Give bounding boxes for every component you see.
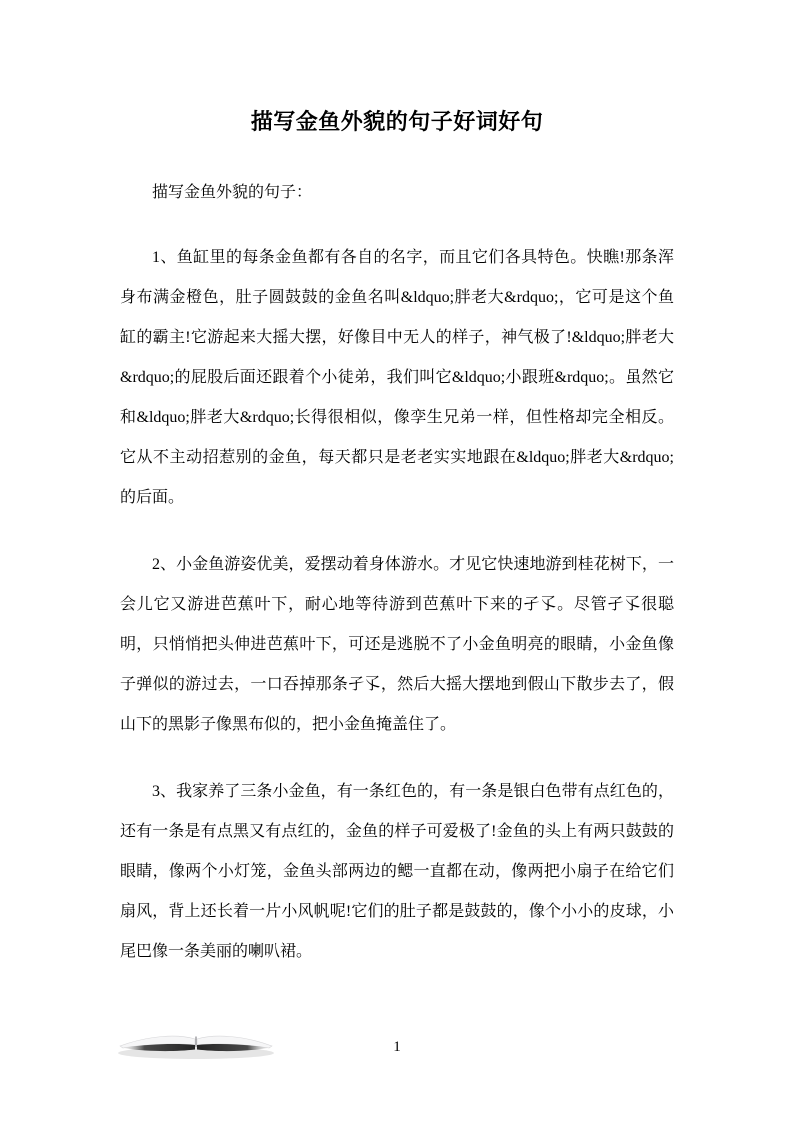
page-footer [0,1031,794,1071]
open-book-icon [116,1033,276,1061]
document-title: 描写金鱼外貌的句子好词好句 [250,109,544,134]
intro-line: 描写金鱼外貌的句子： [152,184,313,201]
paragraph-3: 3、我家养了三条小金鱼，有一条红色的，有一条是银白色带有点红色的，还有一条是有点黑又有点红的，金鱼的样子可爱极了!金鱼的头上有两只鼓鼓的眼睛，像两个小灯笼，金鱼头部两边的鳃一直都在动，像两把小扇子在给它们扇风，背上还长着一片小风帆呢!它们的肚子都是鼓鼓的，像个小小的皮球，小尾巴像一条美丽的喇叭裙。 [120,783,674,960]
paragraph-1: 1、鱼缸里的每条金鱼都有各自的名字，而且它们各具特色。快瞧!那条浑身布满金橙色，肚子圆鼓鼓的金鱼名叫&ldquo;胖老大&rdquo;，它可是这个鱼缸的霸主!它游起来大摇大摆，好像目中无人的样子，神气极了!&ldquo;胖老大&rdquo;的屁股后面还跟着个小徒弟，我们叫它&ldquo;小跟班&rdquo;。虽然它和&ldquo;胖老大&rdquo;长得很相似，像孪生兄弟一样，但性格却完全相反。它从不主动招惹别的金鱼，每天都只是老老实实地跟在&ldquo;胖老大&rdquo;的后面。 [120,249,674,506]
paragraph-2: 2、小金鱼游姿优美，爱摆动着身体游水。才见它快速地游到桂花树下，一会儿它又游进芭蕉叶下，耐心地等待游到芭蕉叶下来的孑孓。尽管孑孓很聪明，只悄悄把头伸进芭蕉叶下，可还是逃脱不了小金鱼明亮的眼睛，小金鱼像子弹似的游过去，一口吞掉那条孑孓，然后大摇大摆地到假山下散步去了，假山下的黑影子像黑布似的，把小金鱼掩盖住了。 [120,556,674,733]
page-number: 1 [393,1039,401,1055]
